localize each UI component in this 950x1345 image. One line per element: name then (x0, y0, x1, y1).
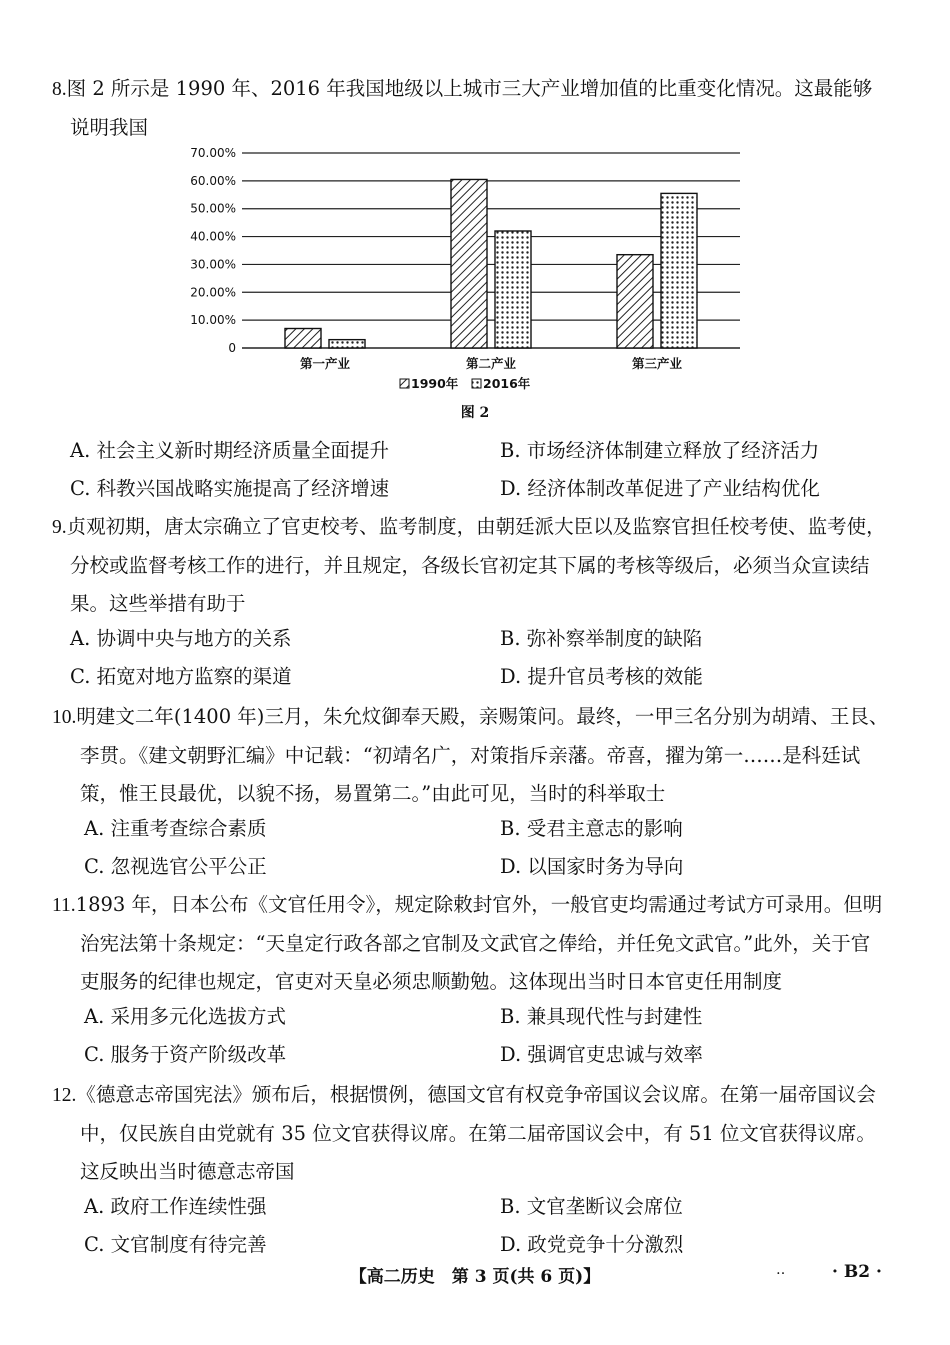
bar-chart (170, 140, 760, 430)
figure-caption: 图 2 (460, 405, 490, 421)
question-10-stem-line-1: 10.明建文二年(1400 年)三月，朱允炆御奉天殿，亲赐策问。最终，一甲三名分别为胡靖、王艮、 (52, 705, 889, 728)
q11-option-c[interactable]: C. 服务于资产阶级改革 (84, 1043, 287, 1066)
legend-swatch-2016年 (472, 379, 481, 388)
legend-label: 1990年 (411, 376, 459, 391)
y-tick-label: 50.00% (190, 201, 236, 216)
question-9-stem-line-2: 分校或监督考核工作的进行，并且规定，各级长官初定其下属的考核等级后，必须当众宣读结 (70, 554, 870, 577)
question-12 (52, 1076, 892, 1191)
q8-option-a[interactable]: A. 社会主义新时期经济质量全面提升 (70, 439, 389, 462)
question-9-stem-line-3: 果。这些举措有助于 (70, 592, 246, 615)
legend-swatch-1990年 (400, 379, 409, 388)
question-8-stem-line-1: 8.图 2 所示是 1990 年、2016 年我国地级以上城市三大产业增加值的比重变化情况。这最能够 (52, 77, 873, 100)
question-11-stem-line-1: 11.1893 年，日本公布《文官任用令》，规定除敕封官外，一般官吏均需通过考试方可录用。但明 (52, 893, 883, 916)
question-12-stem-line-1: 12.《德意志帝国宪法》颁布后，根据惯例，德国文官有权竞争帝国议会议席。在第一届帝国议会 (52, 1083, 876, 1106)
q10-option-b[interactable]: B. 受君主意志的影响 (500, 817, 683, 840)
bar-2016年-第三产业 (661, 193, 697, 348)
x-category-label: 第三产业 (631, 356, 683, 371)
bar-2016年-第一产业 (329, 340, 365, 348)
q9-option-d[interactable]: D. 提升官员考核的效能 (500, 665, 703, 688)
question-9 (52, 508, 892, 623)
page-number-label: 【高二历史 第 3 页(共 6 页)】 (349, 1267, 601, 1287)
question-12-stem-line-2: 中，仅民族自由党就有 35 位文官获得议席。在第二届帝国议会中，有 51 位文官获得议席。 (80, 1122, 876, 1145)
question-10-stem-line-2: 李贯。《建文朝野汇编》中记载：“初靖名广，对策指斥亲藩。帝喜，擢为第一……是科廷试 (80, 744, 861, 767)
q11-option-a[interactable]: A. 采用多元化选拔方式 (84, 1005, 286, 1028)
q12-option-c[interactable]: C. 文官制度有待完善 (84, 1233, 267, 1256)
question-9-stem-line-1: 9.贞观初期，唐太宗确立了官吏校考、监考制度，由朝廷派大臣以及监察官担任校考使、监考使， (52, 515, 886, 538)
q8-option-c[interactable]: C. 科教兴国战略实施提高了经济增速 (70, 477, 390, 500)
q9-option-c[interactable]: C. 拓宽对地方监察的渠道 (70, 665, 292, 688)
q12-option-a[interactable]: A. 政府工作连续性强 (84, 1195, 267, 1218)
question-10 (52, 698, 892, 813)
q8-option-b[interactable]: B. 市场经济体制建立释放了经济活力 (500, 439, 820, 462)
x-category-label: 第一产业 (299, 356, 351, 371)
q10-option-a[interactable]: A. 注重考查综合素质 (84, 817, 267, 840)
q11-option-d[interactable]: D. 强调官吏忠诚与效率 (500, 1043, 703, 1066)
q12-option-b[interactable]: B. 文官垄断议会席位 (500, 1195, 683, 1218)
bar-2016年-第二产业 (495, 231, 531, 348)
bar-1990年-第一产业 (285, 329, 321, 349)
y-tick-label: 0 (228, 341, 236, 355)
q11-option-b[interactable]: B. 兼具现代性与封建性 (500, 1005, 703, 1028)
footer-dots: ‥ (776, 1262, 786, 1278)
q10-option-c[interactable]: C. 忽视选官公平公正 (84, 855, 267, 878)
bar-chart-svg (170, 140, 760, 430)
question-11-stem-line-3: 吏服务的纪律也规定，官吏对天皇必须忠顺勤勉。这体现出当时日本官吏任用制度 (80, 970, 783, 993)
q10-option-d[interactable]: D. 以国家时务为导向 (500, 855, 684, 878)
legend-label: 2016年 (483, 376, 531, 391)
y-tick-label: 60.00% (190, 173, 236, 188)
y-tick-label: 30.00% (190, 257, 236, 272)
question-11 (52, 886, 892, 1001)
y-tick-label: 40.00% (190, 229, 236, 244)
question-12-stem-line-3: 这反映出当时德意志帝国 (80, 1160, 295, 1183)
q12-option-d[interactable]: D. 政党竞争十分激烈 (500, 1233, 684, 1256)
y-tick-label: 10.00% (190, 313, 236, 328)
paper-code-tag: · B2 · (832, 1262, 882, 1282)
bar-1990年-第二产业 (451, 179, 487, 348)
x-category-label: 第二产业 (465, 356, 517, 371)
q9-option-b[interactable]: B. 弥补察举制度的缺陷 (500, 627, 703, 650)
question-11-stem-line-2: 治宪法第十条规定：“天皇定行政各部之官制及文武官之俸给，并任免文武官。”此外，关于官 (80, 932, 871, 955)
bar-1990年-第三产业 (617, 255, 653, 348)
question-8 (52, 70, 892, 147)
question-10-stem-line-3: 策，惟王艮最优，以貌不扬，易置第二。”由此可见，当时的科举取士 (80, 782, 666, 805)
q8-option-d[interactable]: D. 经济体制改革促进了产业结构优化 (500, 477, 820, 500)
y-tick-label: 20.00% (190, 285, 236, 300)
q9-option-a[interactable]: A. 协调中央与地方的关系 (70, 627, 292, 650)
question-8-stem-line-2: 说明我国 (70, 116, 149, 139)
y-tick-label: 70.00% (190, 146, 236, 160)
